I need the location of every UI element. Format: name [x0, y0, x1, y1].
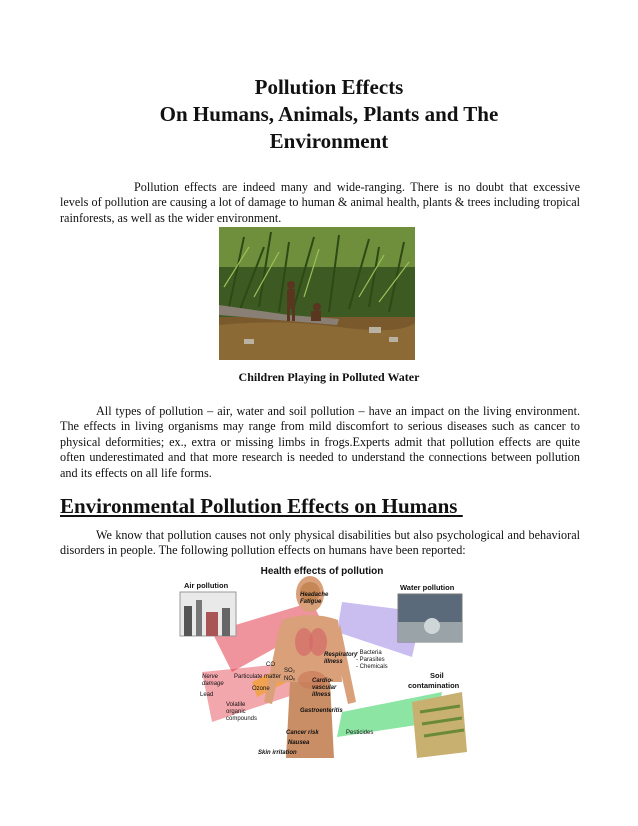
nausea-label: Nausea [288, 740, 310, 746]
respiratory-label-1: Respiratory [324, 652, 358, 658]
particulate-label: Particulate matter [234, 674, 282, 680]
air-pollution-scene [180, 592, 236, 636]
air-pollution-label: Air pollution [184, 581, 229, 590]
co-label: CO [266, 662, 275, 668]
chemicals-label: - Chemicals [356, 664, 388, 670]
infographic-svg [172, 562, 472, 758]
respiratory-label-2: illness [324, 659, 343, 665]
lead-label: Lead [200, 692, 214, 698]
health-effects-infographic [172, 562, 472, 758]
cancer-label: Cancer risk [286, 730, 319, 736]
body-paragraph-2: We know that pollution causes not only physical disabilities but also psychological and behavioral disorders in people. The following pollution effects on humans have been reported: [60, 528, 580, 558]
infographic-title: Health effects of pollution [260, 566, 384, 577]
fatigue-label: Fatigue [300, 599, 322, 605]
title-line-3: Environment [269, 129, 389, 153]
title-line-2: On Humans, Animals, Plants and The [159, 102, 499, 126]
headache-label: Headache [300, 592, 329, 598]
voc-label-1: Volatile [226, 702, 246, 708]
gastro-label: Gastroenteritis [300, 708, 343, 714]
soil-label-line-1: Soil [430, 671, 444, 680]
water-pollution-label: Water pollution [400, 583, 455, 592]
parasites-label: - Parasites [356, 657, 385, 663]
soil-label-line-2: contamination [408, 681, 460, 690]
voc-label-3: compounds [226, 716, 258, 722]
nerve-label-1: Nerve [202, 674, 219, 680]
polluted-water-illustration [219, 227, 415, 360]
intro-paragraph: Pollution effects are indeed many and wide-ranging. There is no doubt that excessive levels of pollution are causing a lot of damage to human & animal health, plants & trees including tropical rainforests, as well as the wider environment. [60, 180, 580, 225]
soil-contamination-scene [412, 692, 467, 758]
so2-label: SO₂ [284, 668, 295, 674]
page-title [60, 74, 598, 155]
nox-label: NOₓ [284, 676, 295, 682]
body-paragraph-1: All types of pollution – air, water and soil pollution – have an impact on the living environment. The effects in living organisms may range from mild discomfort to serious diseases such as cancer to physical deformities; ex., extra or missing limbs in frogs.Experts admit that pollution effects are quite often underestimated and that more research is needed to understand the connections between pollution and its effects on all life forms. [60, 404, 580, 480]
title-line-1: Pollution Effects [254, 75, 404, 99]
skin-label: Skin irritation [258, 750, 297, 756]
cardio-label-3: illness [312, 692, 331, 698]
cardio-label-1: Cardio- [312, 678, 333, 684]
ozone-label: Ozone [252, 686, 270, 692]
pesticides-label: Pesticides [346, 730, 374, 736]
water-pollution-scene [398, 594, 462, 642]
bacteria-label: - Bacteria [356, 650, 382, 656]
photo-caption: Children Playing in Polluted Water [238, 370, 420, 384]
section-heading: Environmental Pollution Effects on Humans [60, 494, 463, 518]
cardio-label-2: vascular [312, 685, 337, 691]
polluted-water-photo [219, 227, 415, 360]
voc-label-2: organic [226, 709, 246, 715]
nerve-label-2: damage [202, 681, 224, 687]
